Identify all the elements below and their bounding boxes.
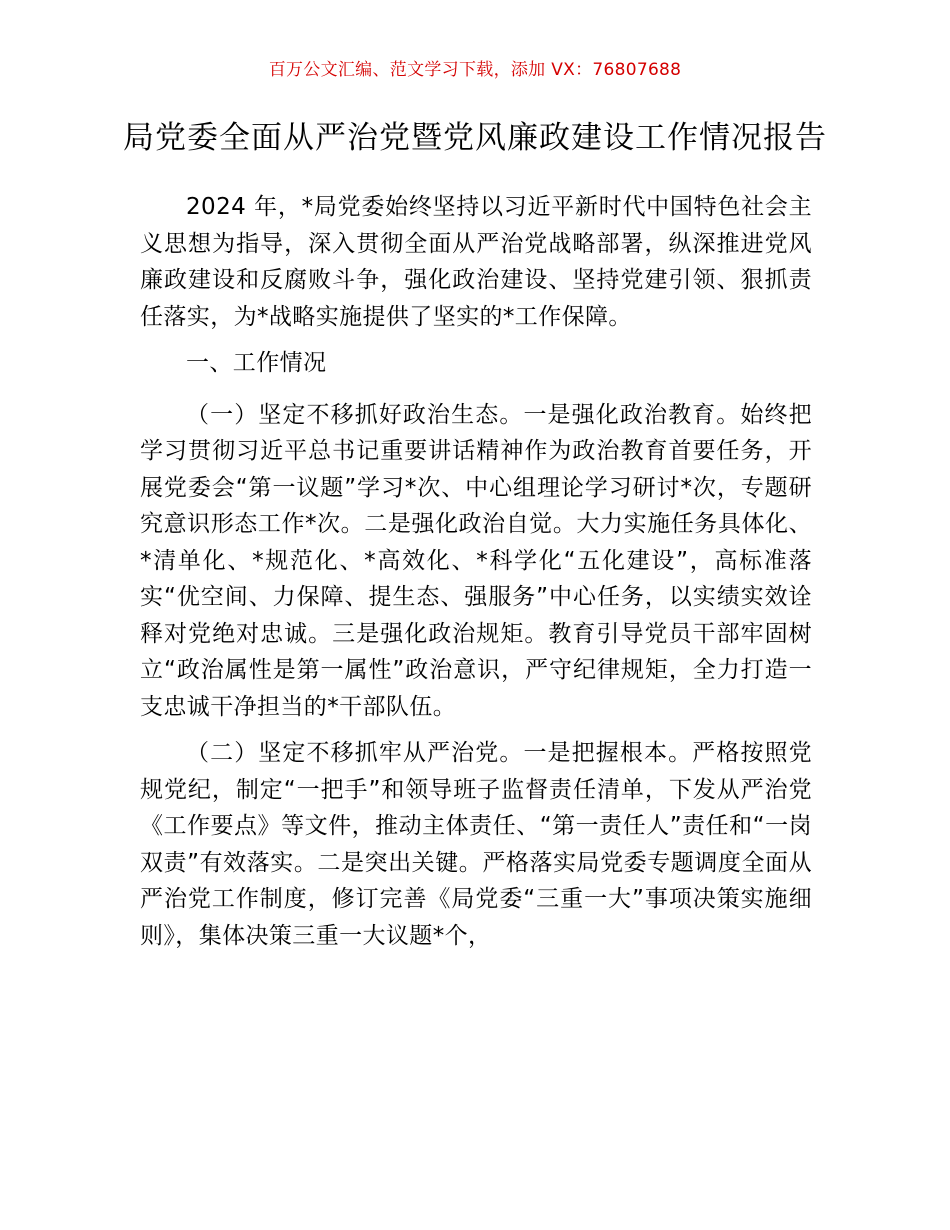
paragraph-political-ecology: （一）坚定不移抓好政治生态。一是强化政治教育。始终把学习贯彻习近平总书记重要讲话精神作为政治教育首要任务，开展党委会“第一议题”学习*次、中心组理论学习研讨*次，专题研究意识形态工作*次。二是强化政治自觉。大力实施任务具体化、*清单化、*规范化、*高效化、*科学化“五化建设”，高标准落实“优空间、力保障、提生态、强服务”中心任务，以实绩实效诠释对党绝对忠诚。三是强化政治规矩。教育引导党员干部牢固树立“政治属性是第一属性”政治意识，严守纪律规矩，全力打造一支忠诚干净担当的*干部队伍。 (140, 401, 812, 720)
paragraph-strict-governance: （二）坚定不移抓牢从严治党。一是把握根本。严格按照党规党纪，制定“一把手”和领导班子监督责任清单，下发从严治党《工作要点》等文件，推动主体责任、“第一责任人”责任和“一岗双责”有效落实。二是突出关键。严格落实局党委专题调度全面从严治党工作制度，修订完善《局党委“三重一大”事项决策实施细则》，集体决策三重一大议题*个， (140, 740, 812, 949)
section-heading-work-status: 一、工作情况 (186, 350, 327, 376)
intro-paragraph: 2024 年，*局党委始终坚持以习近平新时代中国特色社会主义思想为指导，深入贯彻全面从严治党战略部署，纵深推进党风廉政建设和反腐败斗争，强化政治建设、坚持党建引领、狠抓责任落实，为*战略实施提供了坚实的*工作保障。 (140, 194, 812, 330)
watermark-banner: 百万公文汇编、范文学习下载，添加 VX：76807688 (268, 60, 682, 80)
document-body (140, 189, 812, 954)
document-title: 局党委全面从严治党暨党风廉政建设工作情况报告 (123, 120, 827, 156)
